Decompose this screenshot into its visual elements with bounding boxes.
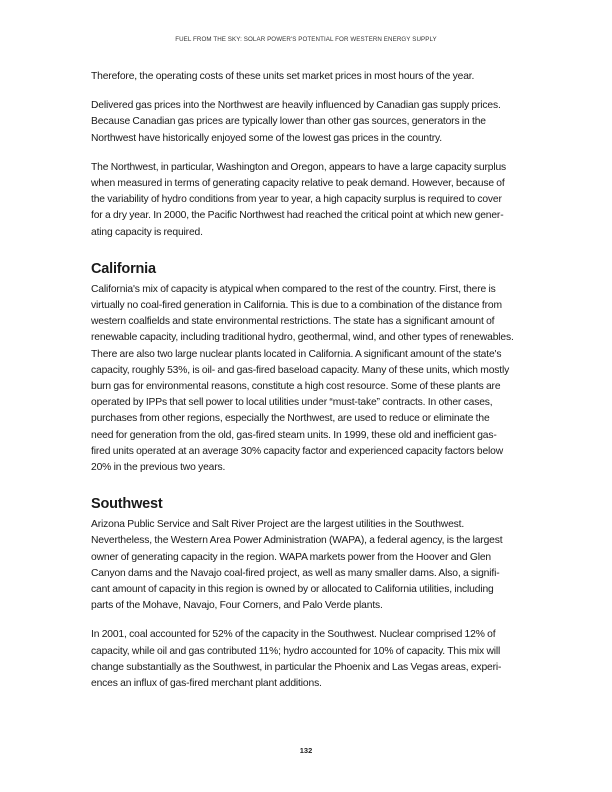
text-line: capacity, while oil and gas contributed 11%; hydro accounted for 10% of capacity. This mix will [91,645,501,657]
text-line: cant amount of capacity in this region is owned by or allocated to California utilities, including [91,584,494,596]
intro-paragraph-2 [91,98,523,147]
body-content [91,69,523,705]
text-line: The Northwest, in particular, Washington and Oregon, appears to have a large capacity surplus [91,161,507,173]
text-line: capacity, roughly 53%, is oil- and gas-fired baseload capacity. Many of these units, which mostly [91,364,510,376]
california-paragraph [91,282,523,476]
text-line: California's mix of capacity is atypical when compared to the rest of the country. First, there is [91,283,496,295]
text-line: Canyon dams and the Navajo coal-fired project, as well as many smaller dams. Also, a signifi- [91,567,500,579]
text-line: fired units operated at an average 30% capacity factor and experienced capacity factors below [91,445,504,457]
text-line: purchases from other regions, especially the Northwest, are used to reduce or eliminate the [91,413,490,425]
text-line: Northwest have historically enjoyed some of the lowest gas prices in the country. [91,132,442,144]
southwest-paragraph-2 [91,627,523,692]
text-line: virtually no coal-fired generation in California. This is due to a combination of the distance from [91,300,502,312]
text-line: In 2001, coal accounted for 52% of the capacity in the Southwest. Nuclear comprised 12% of [91,629,496,641]
text-line: the variability of hydro conditions from year to year, a high capacity surplus is required to cover [91,194,502,206]
text-line: for a dry year. In 2000, the Pacific Northwest had reached the critical point at which new gener- [91,210,504,222]
text-line: Because Canadian gas prices are typically lower than other gas sources, generators in the [91,116,486,128]
text-line: Therefore, the operating costs of these units set market prices in most hours of the year. [91,71,475,82]
text-line: There are also two large nuclear plants located in California. A significant amount of the state's [91,348,502,360]
page-number: 132 [299,746,313,755]
text-line: when measured in terms of generating capacity relative to peak demand. However, because of [91,178,505,190]
text-line: western coalfields and state environmental restrictions. The state has a significant amount of [91,316,495,328]
text-line: ating capacity is required. [91,226,203,238]
text-line: 20% in the previous two years. [91,462,226,474]
text-line: burn gas for environmental reasons, constitute a high cost resource. Some of these plants are [91,381,501,393]
text-line: ences an influx of gas-fired merchant plant additions. [91,678,322,690]
section-heading-california: California [91,260,156,277]
text-line: Delivered gas prices into the Northwest are heavily influenced by Canadian gas supply prices. [91,100,501,112]
text-line: Arizona Public Service and Salt River Project are the largest utilities in the Southwest. [91,519,465,531]
section-heading-southwest: Southwest [91,496,163,513]
running-header: FUEL FROM THE SKY: SOLAR POWER'S POTENTIAL FOR WESTERN ENERGY SUPPLY [175,36,437,43]
text-line: owner of generating capacity in the region. WAPA markets power from the Hoover and Glen [91,551,491,563]
southwest-paragraph-1 [91,517,523,614]
text-line: renewable capacity, including traditional hydro, geothermal, wind, and other types of renewables. [91,332,514,344]
text-line: parts of the Mohave, Navajo, Four Corners, and Palo Verde plants. [91,600,383,612]
intro-paragraph-1 [91,69,523,85]
text-line: need for generation from the old, gas-fired steam units. In 1999, these old and inefficient gas- [91,429,497,441]
text-line: operated by IPPs that sell power to local utilities under “must-take” contracts. In other cases, [91,397,493,409]
text-line: Nevertheless, the Western Area Power Administration (WAPA), a federal agency, is the largest [91,535,503,547]
intro-paragraph-3 [91,160,523,241]
text-line: change substantially as the Southwest, in particular the Phoenix and Las Vegas areas, experi- [91,661,502,673]
